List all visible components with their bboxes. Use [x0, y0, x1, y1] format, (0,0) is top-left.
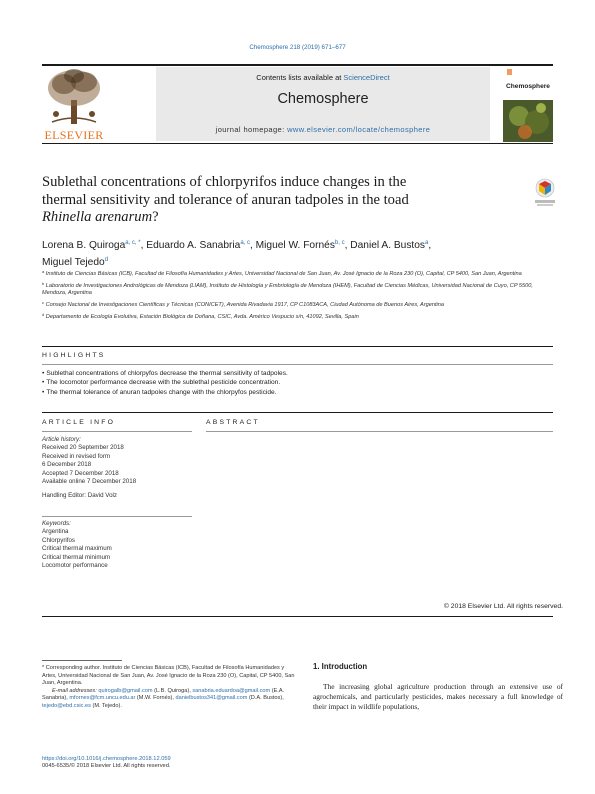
contents-prefix: Contents lists available at: [256, 73, 344, 82]
history-line: Received 20 September 2018: [42, 444, 124, 452]
journal-reference[interactable]: Chemosphere 218 (2019) 671–677: [249, 44, 346, 51]
title-end: ?: [152, 209, 159, 225]
affiliation-sup: b: [42, 280, 45, 286]
email-label: E-mail addresses:: [52, 687, 97, 694]
homepage-prefix: journal homepage:: [215, 125, 288, 134]
author-affil-sup[interactable]: b, c: [334, 240, 345, 246]
keyword: Critical thermal maximum: [42, 545, 112, 553]
highlights-heading: HIGHLIGHTS: [42, 352, 106, 359]
introduction-text: The increasing global agriculture production through an extensive use of agrochemicals, and particularly pesticides, makes necessary a full knowledge of their impact in wildlife populations,: [313, 682, 563, 712]
highlight-item: • Sublethal concentrations of chlorpyfos decrease the thermal sensitivity of tadpoles.: [42, 369, 553, 378]
introduction-heading: 1. Introduction: [313, 662, 368, 671]
email-owner: (E.A. Sanabria),: [42, 687, 285, 702]
affiliation: [42, 299, 547, 310]
section-rule: [42, 364, 553, 365]
affiliation-text: Instituto de Ciencias Básicas (ICB), Facultad de Filosofía Humanidades y Artes, Universidad Nacional de San Juan, Av. José Ignacio de la Roza 230 (O), Capital, CP 5400, San Juan, Argentina: [45, 271, 522, 277]
author-list: [42, 236, 532, 270]
author-separator: ,: [428, 240, 432, 251]
email-link[interactable]: sanabria.eduardoa@gmail.com: [192, 687, 271, 694]
footnote-rule: [42, 660, 122, 661]
handling-editor: Handling Editor: David Volz: [42, 492, 117, 500]
email-owner: (L.B. Quiroga),: [152, 687, 193, 694]
author-affil-sup[interactable]: d: [104, 257, 109, 263]
affiliation-sup: a: [42, 269, 45, 274]
issn-line: 0045-6535/© 2018 Elsevier Ltd. All rights reserved.: [42, 763, 171, 770]
email-owner: (D.A. Bustos),: [247, 695, 284, 702]
history-line: Received in revised form: [42, 452, 111, 460]
email-link[interactable]: tejedo@ebd.csic.es: [42, 702, 91, 709]
email-link[interactable]: mfornes@fcm.uncu.edu.ar: [69, 695, 136, 702]
author-separator: ,: [344, 240, 351, 251]
email-addresses: [42, 688, 300, 711]
affiliation-sup: d: [42, 311, 45, 317]
section-rule: [42, 616, 553, 617]
author-name[interactable]: Miguel Tejedo: [42, 257, 105, 268]
cover-title: Chemosphere: [506, 83, 550, 90]
article-info-rule: [42, 431, 192, 432]
journal-name: Chemosphere: [277, 91, 369, 107]
affiliation-text: Departamento de Ecología Evolutiva, Estación Biológica de Doñana, CSIC, Avda. Américo Vespucio s/n, 41092, Sevilla, Spain: [45, 313, 359, 320]
doi-block: [42, 756, 300, 771]
history-line: Accepted 7 December 2018: [42, 469, 119, 477]
email-owner: (M. Tejedo).: [90, 702, 122, 709]
contents-line: [156, 73, 490, 82]
author-name[interactable]: Miguel W. Fornés: [255, 240, 335, 251]
corresponding-footnote: [42, 665, 300, 711]
keywords: [42, 520, 192, 570]
title-line-2: thermal sensitivity and tolerance of anuran tadpoles in the toad: [42, 191, 409, 208]
title-species: Rhinella arenarum: [42, 209, 153, 225]
article-title: [42, 174, 512, 227]
author-separator: ,: [140, 240, 147, 251]
abstract-copyright: © 2018 Elsevier Ltd. All rights reserved.: [443, 603, 563, 610]
journal-cover-thumbnail: [503, 66, 553, 142]
title-line-1: Sublethal concentrations of chlorpyrifos induce changes in the: [42, 174, 407, 190]
journal-homepage: [156, 125, 490, 134]
affiliation: [42, 311, 547, 322]
elsevier-wordmark: ELSEVIER: [44, 128, 104, 142]
history-label: Article history:: [42, 436, 81, 443]
keyword: Chlorpyrifos: [42, 536, 76, 544]
affiliations: [42, 268, 547, 323]
author-affil-sup[interactable]: a, c, *: [125, 240, 141, 246]
history-line: Available online 7 December 2018: [42, 478, 137, 486]
affiliation-text: Consejo Nacional de Investigaciones Científicas y Técnicas (CONICET), Avenida Rivadavia 1917, CP C1083ACA, Ciudad Autónoma de Buenos Aires, Argentina: [45, 302, 444, 309]
article-info-divider: [42, 516, 192, 517]
author-name[interactable]: Eduardo A. Sanabria: [146, 240, 241, 251]
highlight-item: • The locomotor performance decrease with the sublethal pesticide concentration.: [42, 378, 553, 387]
email-link[interactable]: quirogalb@gmail.com: [98, 687, 153, 694]
affiliation-text: Laboratorio de Investigaciones Andrológicas de Mendoza (LIAM), Instituto de Histología y Embriología de Mendoza (IHEM), Facultad de Ciencias Médicas, Universidad Nacional de Cuyo, CP 5500, Mendoza, Argentina: [42, 282, 533, 297]
keyword: Critical thermal minimum: [42, 553, 111, 561]
article-info-heading: ARTICLE INFO: [42, 419, 116, 426]
keywords-label: Keywords:: [42, 520, 71, 527]
homepage-link[interactable]: www.elsevier.com/locate/chemosphere: [287, 125, 431, 134]
email-owner: (M.W. Fornés),: [135, 695, 176, 702]
affiliation-sup: c: [42, 300, 44, 306]
keyword: Locomotor performance: [42, 562, 108, 570]
abstract-rule: [206, 431, 553, 432]
keyword: Argentina: [42, 528, 69, 536]
section-rule: [42, 346, 553, 347]
abstract-heading: ABSTRACT: [206, 419, 260, 426]
sciencedirect-link[interactable]: ScienceDirect: [343, 73, 390, 82]
affiliation: [42, 268, 547, 279]
highlights-list: [42, 369, 553, 397]
author-name[interactable]: Lorena B. Quiroga: [42, 240, 126, 251]
author-affil-sup[interactable]: a, c: [240, 240, 250, 246]
check-for-updates-icon[interactable]: [533, 178, 557, 208]
header-bottom-rule: [42, 143, 553, 144]
author-affil-sup[interactable]: a: [425, 240, 429, 246]
author-name[interactable]: Daniel A. Bustos: [350, 240, 426, 251]
corresponding-author: * Corresponding author. Instituto de Ciencias Básicas (ICB), Facultad de Filosofía Humanidades y Artes, Universidad Nacional de San Juan, Av. José Ignacio de la Roza 230 (O), Capital, CP 5400, San Juan, Argentina.: [42, 665, 295, 687]
email-link[interactable]: danielbustos341@gmail.com: [175, 695, 248, 702]
article-history: [42, 436, 192, 501]
history-line: 6 December 2018: [42, 461, 92, 469]
highlight-item: • The thermal tolerance of anuran tadpoles change with the chlorpyfos pesticide.: [42, 388, 553, 397]
header-top-rule: [42, 64, 553, 66]
section-rule: [42, 412, 553, 413]
affiliation: [42, 280, 547, 298]
doi-link[interactable]: https://doi.org/10.1016/j.chemosphere.2018.12.059: [42, 756, 171, 762]
author-separator: ,: [249, 240, 256, 251]
